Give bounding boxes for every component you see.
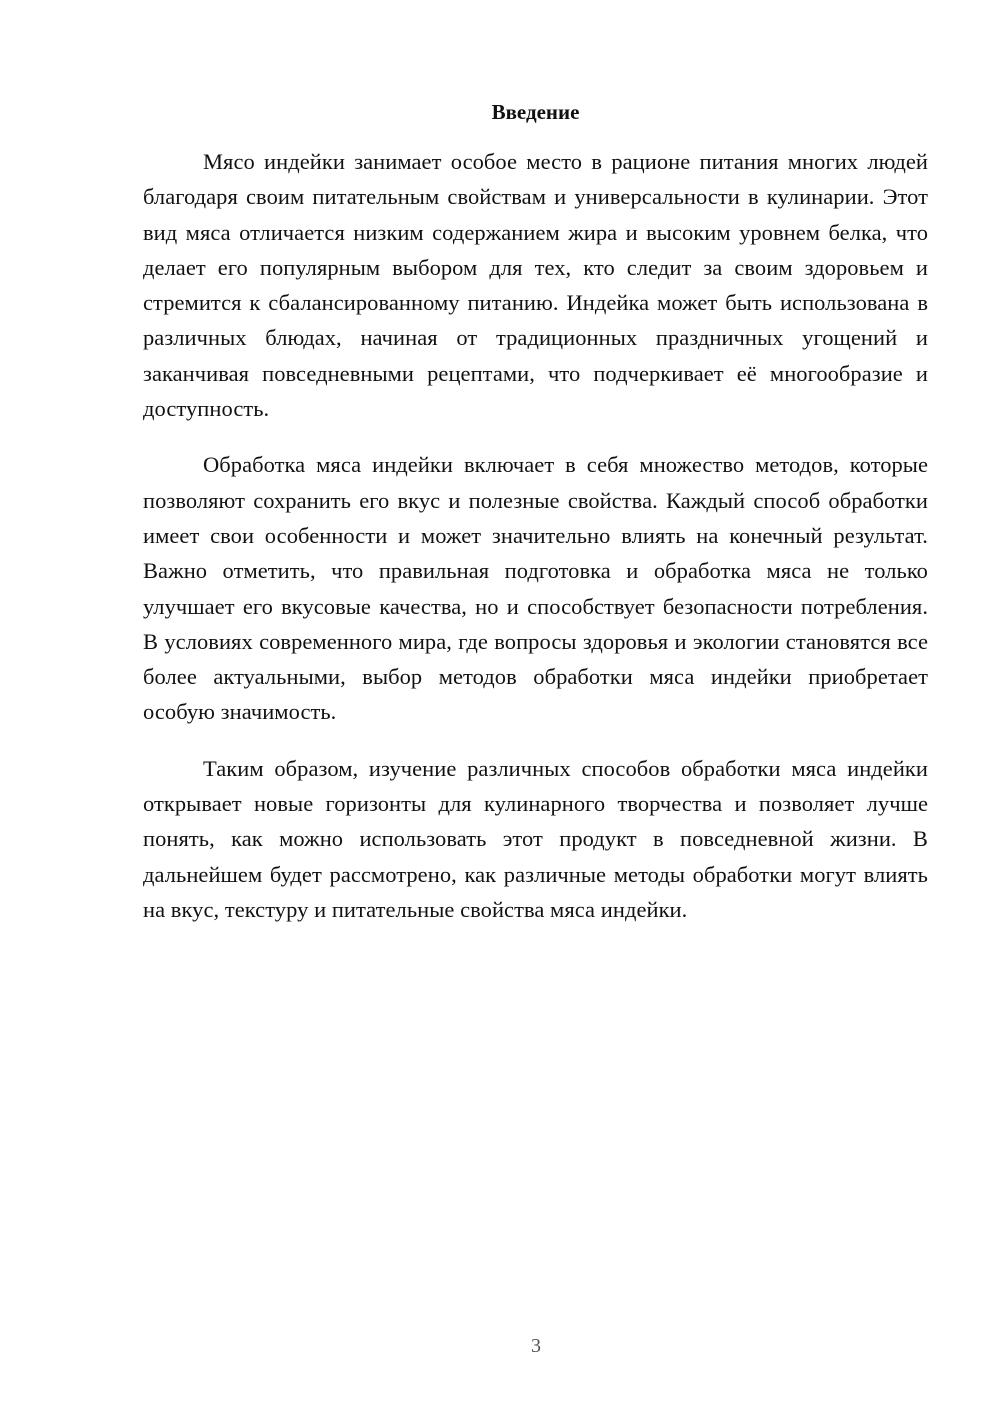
paragraph-2: Обработка мяса индейки включает в себя множество методов, которые позволяют сохранить его вкус и полезные свойства. Каждый способ обработки имеет свои особенности и может значительно влиять на конечный результат. Важно отметить, что правильная подготовка и обработка мяса не только улучшает его вкусовые качества, но и способствует безопасности потребления. В условиях современного мира, где вопросы здоровья и экологии становятся все более актуальными, выбор методов обработки мяса индейки приобретает особую значимость. [143, 452, 928, 725]
section-heading: Введение [491, 100, 580, 124]
page-number: 3 [531, 1335, 541, 1357]
body-text [143, 144, 928, 948]
paragraph-1: Мясо индейки занимает особое место в рационе питания многих людей благодаря своим питательным свойствам и универсальности в кулинарии. Этот вид мяса отличается низким содержанием жира и высоким уровнем белка, что делает его популярным выбором для тех, кто следит за своим здоровьем и стремится к сбалансированному питанию. Индейка может быть использована в различных блюдах, начиная от традиционных праздничных угощений и заканчивая повседневными рецептами, что подчеркивает её многообразие и доступность. [143, 149, 928, 422]
paragraph-3: Таким образом, изучение различных способов обработки мяса индейки открывает новые горизонты для кулинарного творчества и позволяет лучше понять, как можно использовать этот продукт в повседневной жизни. В дальнейшем будет рассмотрено, как различные методы обработки могут влиять на вкус, текстуру и питательные свойства мяса индейки. [143, 755, 928, 922]
